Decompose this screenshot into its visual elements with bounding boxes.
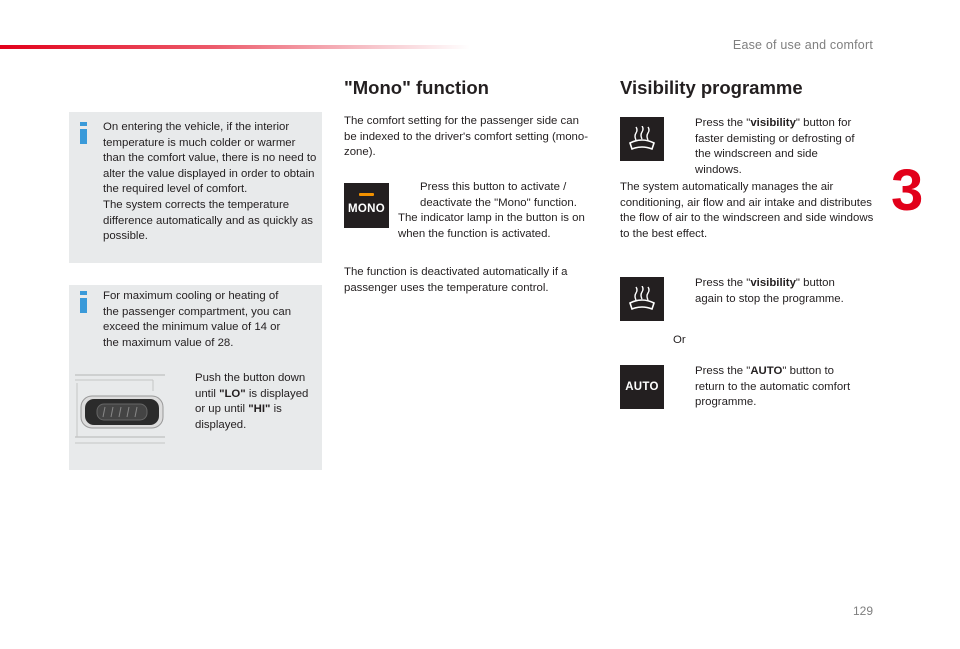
auto-button-label: AUTO — [625, 381, 659, 393]
chapter-number: 3 — [891, 158, 924, 223]
auto-press-text: Press the "AUTO" button to return to the automatic comfort programme. — [695, 365, 851, 409]
info-icon — [80, 122, 87, 144]
visibility-heading: Visibility programme — [620, 77, 803, 98]
note-2-text: For maximum cooling or heating of the passenger compartment, you can exceed the minimum value of 14 or the maximum value of 28. — [103, 290, 292, 349]
visibility-button-2[interactable] — [620, 277, 664, 321]
mono-heading: "Mono" function — [344, 77, 489, 98]
mono-indicator-lamp — [359, 193, 374, 196]
windscreen-defrost-icon — [627, 126, 657, 152]
or-text: Or — [673, 334, 686, 346]
windscreen-defrost-icon — [627, 286, 657, 312]
mono-button[interactable] — [344, 183, 389, 228]
note-1-text: On entering the vehicle, if the interior temperature is much colder or warmer than the comfort value, there is no need to alter the value displayed in order to obtain the required level of comfort. The system corrects the temperature difference automatically and as quickly as possible. — [103, 121, 317, 243]
info-note-1 — [69, 112, 322, 263]
mono-press-text: Press this button to activate / deactivate the "Mono" function. — [420, 181, 577, 209]
mono-intro-text: The comfort setting for the passenger side can be indexed to the driver's comfort setting (mono-zone). — [344, 115, 589, 159]
info-note-2 — [69, 285, 322, 470]
mono-deactivated-text: The function is deactivated automatically if a passenger uses the temperature control. — [344, 266, 568, 294]
visibility-press-text-1: Press the "visibility" button for faster demisting or defrosting of the windscreen and side windows. — [695, 117, 855, 176]
mono-button-label: MONO — [348, 203, 385, 215]
temperature-control-illustration — [73, 371, 169, 451]
page-number: 129 — [852, 604, 873, 618]
auto-button[interactable] — [620, 365, 664, 409]
push-button-instruction: Push the button down until "LO" is displayed or up until "HI" is displayed. — [195, 372, 309, 431]
info-icon — [80, 291, 87, 313]
visibility-press-text-2: Press the "visibility" button again to stop the programme. — [695, 277, 844, 305]
header-accent-bar — [0, 45, 470, 49]
visibility-system-text: The system automatically manages the air conditioning, air flow and air intake and distributes the flow of air to the windscreen and side windows to the best effect. — [620, 181, 874, 240]
mono-indicator-text: The indicator lamp in the button is on when the function is activated. — [398, 212, 585, 240]
section-title: Ease of use and comfort — [732, 38, 873, 52]
visibility-button[interactable] — [620, 117, 664, 161]
